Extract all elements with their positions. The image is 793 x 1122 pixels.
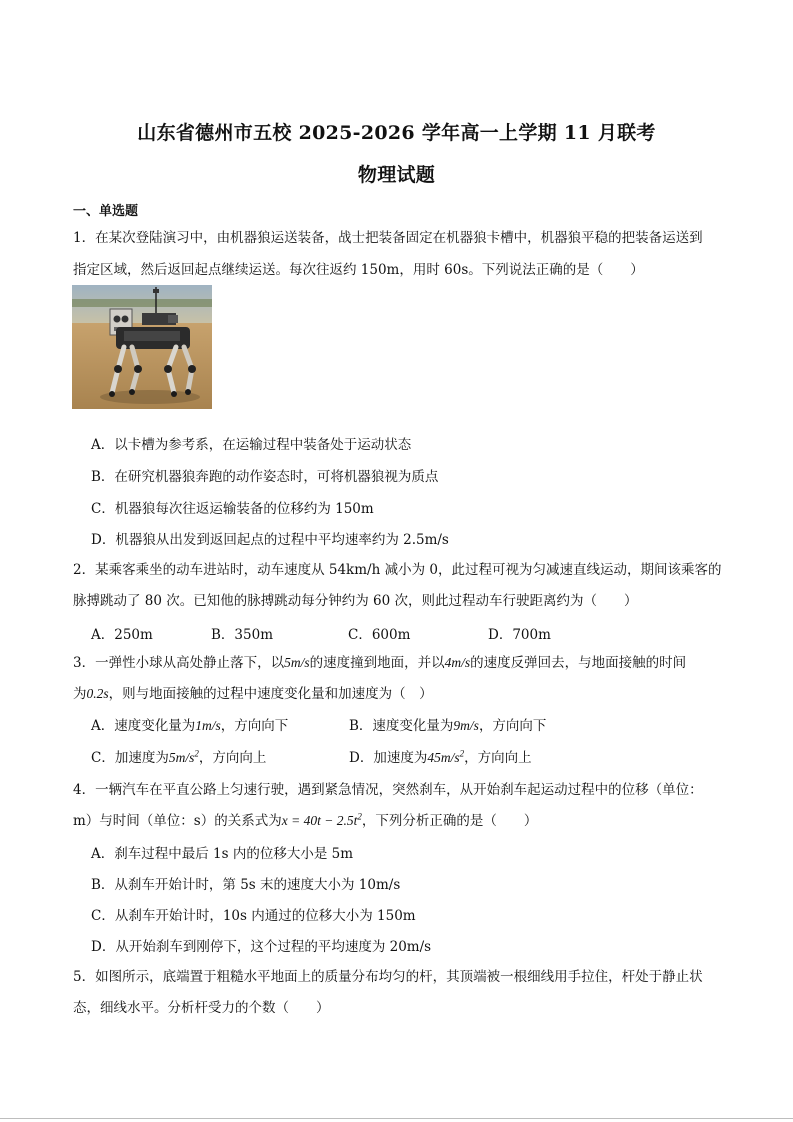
q3-option-a-text: A．速度变化量为 <box>91 718 196 734</box>
q3-speed-up: 4m/s <box>444 655 471 670</box>
q4-stem-line2 <box>73 809 537 829</box>
q2-option-d: D．700m <box>488 627 551 643</box>
q5-stem-line1: 5．如图所示，底端置于粗糙水平地面上的质量分布均匀的杆，其顶端被一根细线用手拉住，杆处于静止状 <box>73 969 703 985</box>
page-bottom-rule <box>0 1118 793 1119</box>
q3-contact-time: 0.2s <box>86 686 109 701</box>
q3-option-c-exponent: 2 <box>194 748 199 759</box>
robot-wolf-photo <box>72 285 212 409</box>
q3-speed-down: 5m/s <box>284 655 310 670</box>
q4-formula-exponent: 2 <box>357 811 362 822</box>
q3-stem-line1 <box>73 651 686 671</box>
q3-option-c-value: 5m/s <box>168 750 195 765</box>
q3-stem-text-b: 的速度撞到地面，并以 <box>309 655 445 671</box>
q3-stem-line2 <box>73 682 433 702</box>
q3-option-a-dir: ，方向向下 <box>220 718 289 734</box>
q3-option-d-value: 45m/s <box>427 750 460 765</box>
exam-title: 山东省德州市五校 2025-2026 学年高一上学期 11 月联考 <box>137 122 656 144</box>
q2-stem-line1: 2．某乘客乘坐的动车进站时，动车速度从 54km/h 减小为 0，此过程可视为匀减速直线运动，期间该乘客的 <box>73 562 722 578</box>
q2-option-c: C．600m <box>348 627 411 643</box>
q1-option-b: B．在研究机器狼奔跑的动作姿态时，可将机器狼视为质点 <box>91 469 439 485</box>
q3-stem-text-a: 3．一弹性小球从高处静止落下，以 <box>73 655 285 671</box>
q2-option-a: A．250m <box>91 627 153 643</box>
q3-option-a-value: 1m/s <box>195 718 221 733</box>
q1-option-c: C．机器狼每次往返运输装备的位移约为 150m <box>91 501 374 517</box>
exam-subject-title: 物理试题 <box>357 164 436 186</box>
q3-option-d-text: D．加速度为 <box>349 750 428 766</box>
q3-option-b-value: 9m/s <box>453 718 479 733</box>
q3-option-a <box>91 714 288 734</box>
q3-option-d <box>349 746 532 766</box>
q4-stem-text-b: ，下列分析正确的是（ ） <box>361 813 538 829</box>
q4-option-c: C．从刹车开始计时，10s 内通过的位移大小为 150m <box>91 908 416 924</box>
q1-stem-line1: 1．在某次登陆演习中，由机器狼运送装备，战士把装备固定在机器狼卡槽中，机器狼平稳的把装备运送到 <box>73 230 703 246</box>
q3-option-b <box>349 714 546 734</box>
q4-stem-text-a: m）与时间（单位：s）的关系式为 <box>73 813 282 829</box>
q3-option-b-dir: ，方向向下 <box>478 718 547 734</box>
q1-stem-line2: 指定区域，然后返回起点继续运送。每次往返约 150m，用时 60s。下列说法正确的是（ ） <box>73 262 644 278</box>
section-heading-single-choice: 一、单选题 <box>73 204 139 219</box>
q2-stem-line2: 脉搏跳动了 80 次。已知他的脉搏跳动每分钟约为 60 次，则此过程动车行驶距离约为（ ） <box>73 593 638 609</box>
q1-option-d: D．机器狼从出发到返回起点的过程中平均速率约为 2.5m/s <box>91 532 449 548</box>
q3-option-c <box>91 746 266 766</box>
q5-stem-line2: 态，细线水平。分析杆受力的个数（ ） <box>73 1000 330 1016</box>
q3-option-d-dir: ，方向向上 <box>464 750 532 766</box>
q4-option-b: B．从刹车开始计时，第 5s 末的速度大小为 10m/s <box>91 877 401 893</box>
q3-option-b-text: B．速度变化量为 <box>349 718 454 734</box>
q3-option-c-text: C．加速度为 <box>91 750 169 766</box>
q4-formula: x = 40t − 2.5t <box>281 813 358 828</box>
q4-option-a: A．刹车过程中最后 1s 内的位移大小是 5m <box>91 846 354 862</box>
q1-option-a: A．以卡槽为参考系，在运输过程中装备处于运动状态 <box>91 437 412 453</box>
q3-stem-text-e: ，则与地面接触的过程中速度变化量和加速度为（ ） <box>108 686 433 702</box>
q3-stem-text-d: 为 <box>73 686 87 702</box>
q3-option-d-exponent: 2 <box>459 748 465 759</box>
q2-option-b: B．350m <box>211 627 273 643</box>
q3-option-c-dir: ，方向向上 <box>198 750 267 766</box>
q3-stem-text-c: 的速度反弹回去，与地面接触的时间 <box>470 655 687 671</box>
q4-option-d: D．从开始刹车到刚停下，这个过程的平均速度为 20m/s <box>91 939 432 955</box>
q4-stem-line1: 4．一辆汽车在平直公路上匀速行驶，遇到紧急情况，突然刹车，从开始刹车起运动过程中的位移（单位： <box>73 782 703 798</box>
